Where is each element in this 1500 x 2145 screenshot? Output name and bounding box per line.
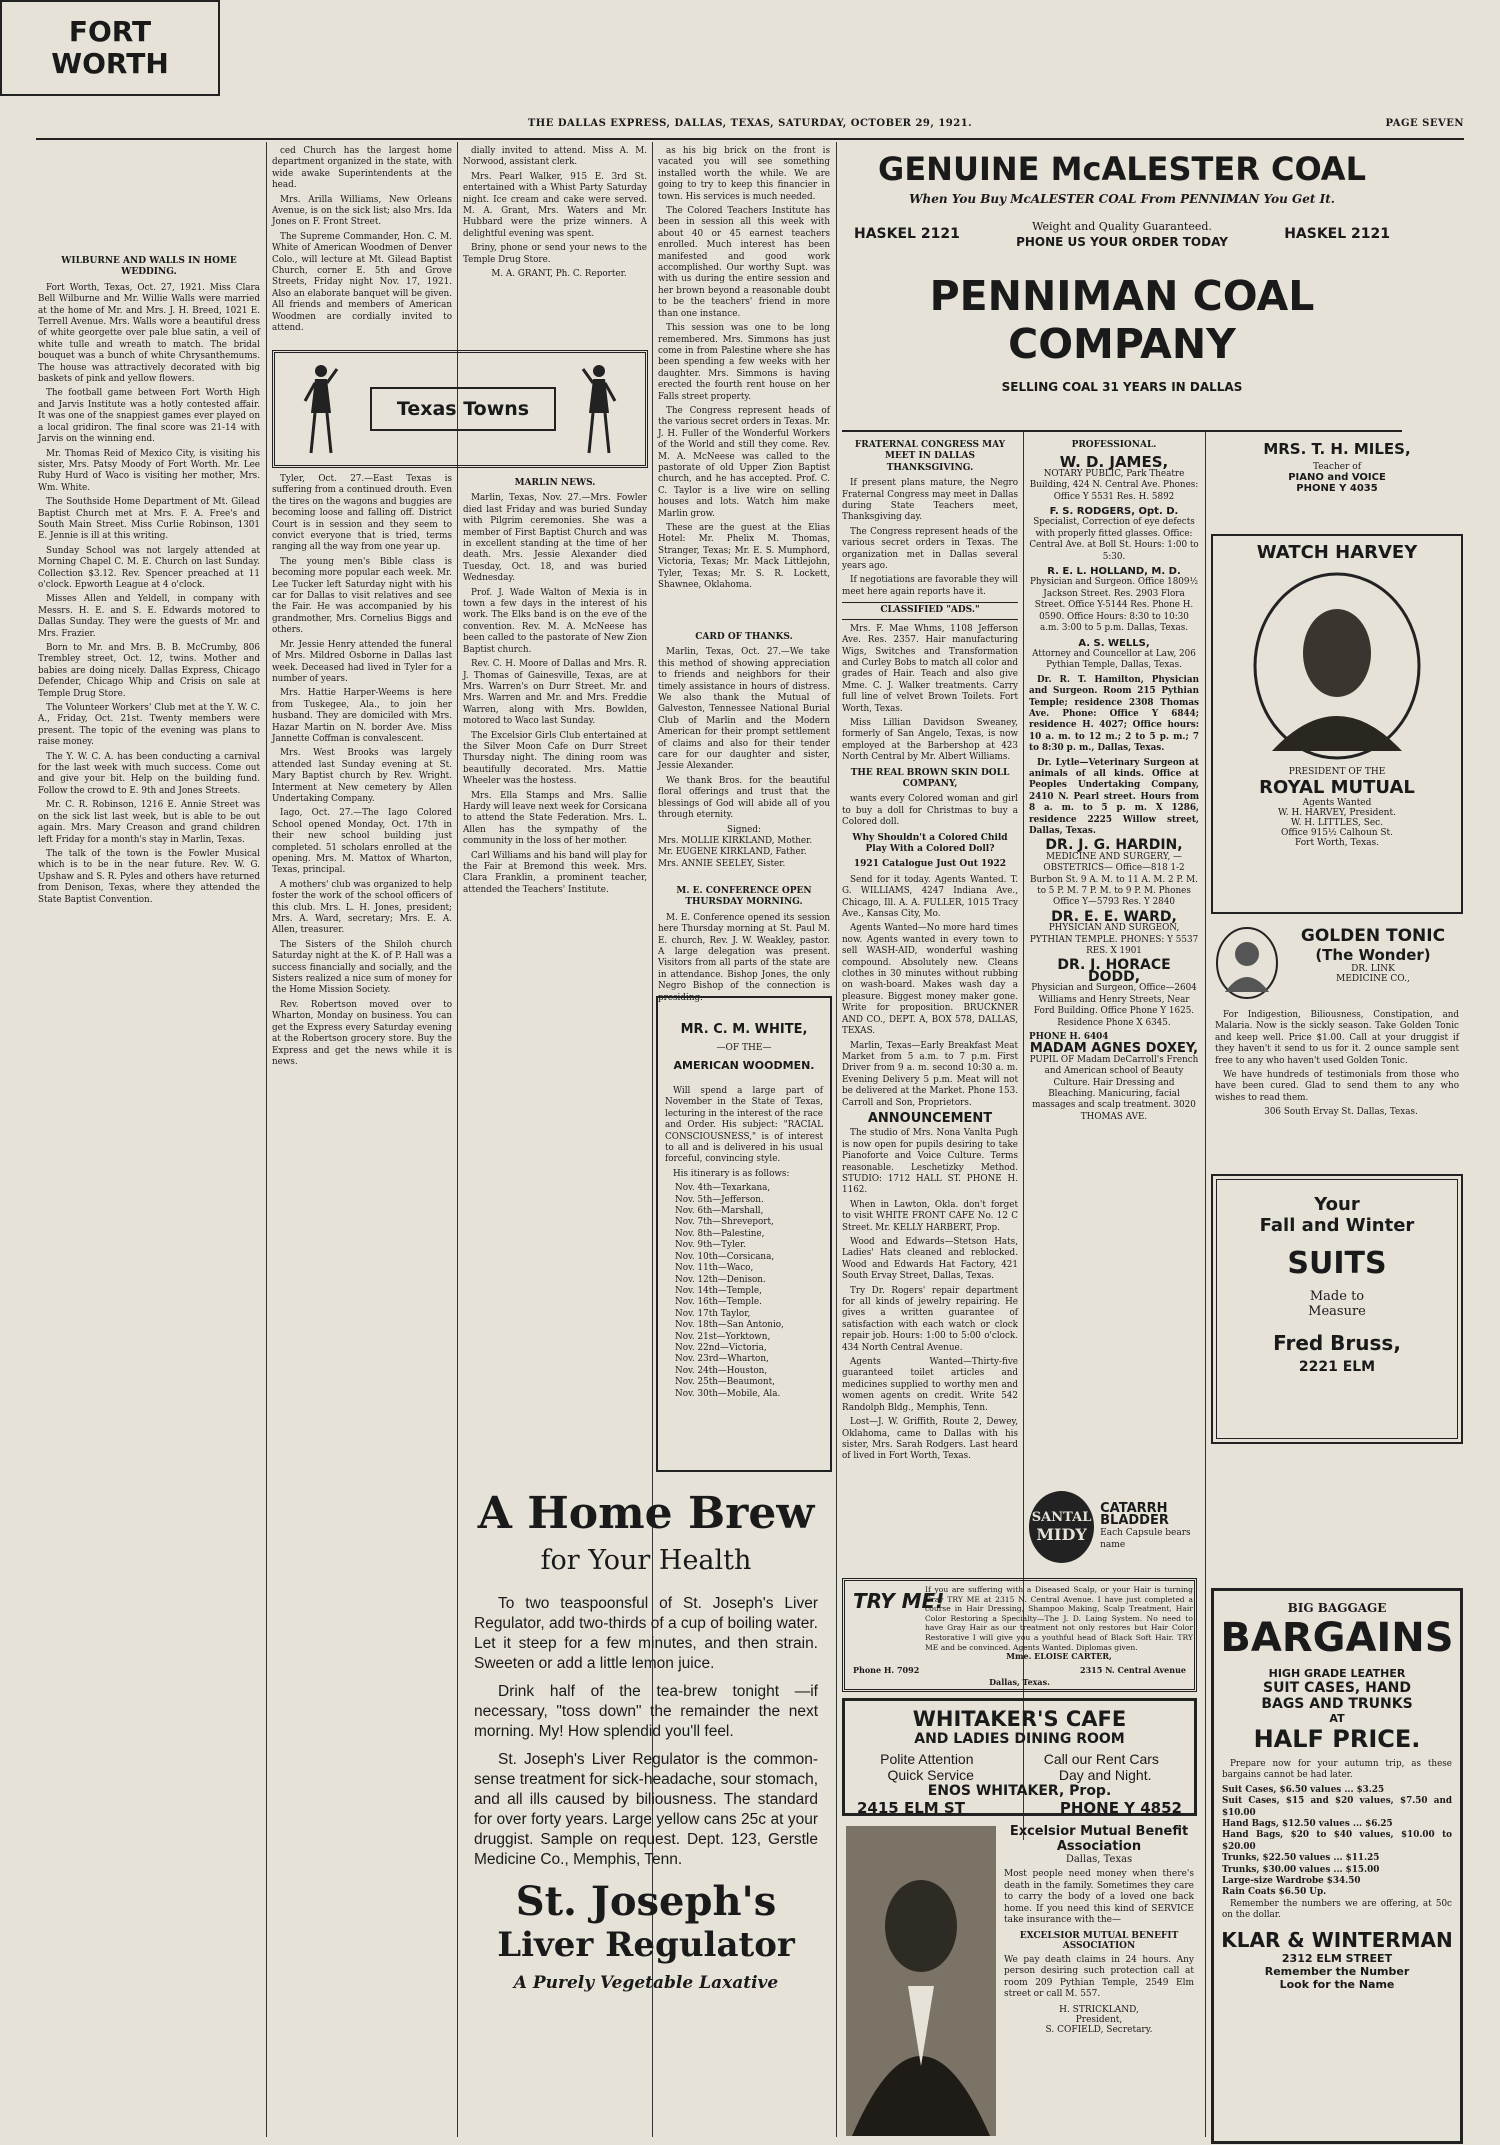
miles-ad <box>1211 436 1463 528</box>
ad-brand: St. Joseph's <box>515 1878 777 1925</box>
price-item: Hand Bags, $12.50 values ... $6.25 <box>1222 1819 1393 1830</box>
professional-name: MADAM AGNES DOXEY, <box>1029 1041 1199 1057</box>
column-divider <box>266 142 267 2137</box>
signer: Mrs. ANNIE SEELEY, Sister. <box>658 858 786 869</box>
paragraph: Briny, phone or send your news to the Temple Drug Store. <box>463 243 647 265</box>
price-item: Suit Cases, $15 and $20 values, $7.50 and $10.00 <box>1222 1796 1452 1818</box>
ad-line: Measure <box>1308 1304 1366 1319</box>
professional-column <box>1029 436 1199 1476</box>
ad-line: HIGH GRADE LEATHER <box>1268 1667 1406 1680</box>
ad-body <box>460 1576 832 1870</box>
professional-card: Attorney and Councellor at Law, 206 Pythian Temple, Dallas, Texas. <box>1032 648 1196 671</box>
headline: CARD OF THANKS. <box>695 632 793 642</box>
signer: Mr. EUGENE KIRKLAND, Father. <box>658 847 807 858</box>
penniman-coal-ad <box>842 142 1402 427</box>
paragraph: To two teaspoonsful of St. Joseph's Liver Regulator, add two-thirds of a cup of boiling water. Let it steep for a few minutes, and then strain. Sweeten or add a little lemon juice. <box>474 1595 818 1672</box>
texas-towns-title: Texas Towns <box>370 387 556 431</box>
conference-article <box>658 882 830 1003</box>
price-item: Hand Bags, $20 to $40 values, $10.00 to $20.00 <box>1222 1830 1452 1852</box>
paragraph: The football game between Fort Worth High and Jarvis Institute was a hotly contested affair. It was one of the snappiest games ever played on a local gridiron. The final score was 21-14 with Jarvis on the winning end. <box>38 388 260 445</box>
ad-line: Office 915½ Calhoun St. <box>1280 828 1394 838</box>
header-line: FORT <box>68 15 152 48</box>
paragraph: Rev. C. H. Moore of Dallas and Mrs. R. J. Thomas of Gainesville, Texas, are at Mrs. Warren's on Durr Street. Mr. and Mrs. Warren and Mr. and Mrs. Freddie Warren, along with Mrs. Bowlden, motored to Waco last Sunday. <box>463 659 647 727</box>
itinerary-item: Nov. 30th—Mobile, Ala. <box>675 1388 781 1399</box>
paragraph: The Congress represent heads of the various secret orders in Texas. Mr. J. H. Fuller of the Wonderful Workers of the World and still they come. Rev. M. A. McNeese was called to the pastorate of old Upper Zion Baptist church, and he has accepted. Prof. C. C. Taylor is a live wire on selling houses and lots. Watch him make Marlin grow. <box>658 405 830 519</box>
woman-portrait-icon <box>1215 926 1279 1000</box>
golden-tonic-ad <box>1211 920 1463 1170</box>
baggage-bargains-ad <box>1211 1588 1463 2144</box>
itinerary-item: Nov. 21st—Yorktown, <box>675 1331 771 1342</box>
phone-number: Phone H. 7092 <box>853 1665 920 1675</box>
company-name: EXCELSIOR MUTUAL BENEFIT ASSOCIATION <box>1019 1930 1179 1951</box>
harvey-ad <box>1211 534 1463 914</box>
ad-logo: TRY ME! <box>853 1589 945 1613</box>
price-item: Large-size Wardrobe $34.50 <box>1222 1876 1361 1887</box>
bruss-suits-ad <box>1211 1174 1463 1444</box>
price-list <box>1222 1785 1452 1899</box>
st-joseph-ad <box>460 1480 832 2092</box>
ad-headline: MRS. T. H. MILES, <box>1263 440 1411 458</box>
paragraph: We have hundreds of testimonials from those who have been cured. Glad to send them to any who wishes to read them. <box>1215 1070 1459 1103</box>
dancer-figure-icon <box>579 361 619 457</box>
excelsior-mutual-ad <box>842 1822 1197 2140</box>
itinerary-item: Nov. 8th—Palestine, <box>675 1228 765 1239</box>
professional-card: NOTARY PUBLIC, Park Theatre Building, 424 N. Central Ave. Phones: Office Y 5531 Res. H. 5892 <box>1029 468 1199 502</box>
paragraph: The Colored Teachers Institute has been in session all this week with about 40 or 45 earnest teachers enrolled. Much interest has been manifested and good work accomplished. Our worthy Supt. was with us during the entire session and her brown beyond a reasonable doubt to be the teachers' friend in more than one instance. <box>658 206 830 319</box>
paragraph: Most people need money when there's death in the family. Sometimes they care to carry the body of a loved one back home. If you need this kind of SERVICE take insurance with the— <box>1004 1869 1194 1925</box>
signer: Mrs. MOLLIE KIRKLAND, Mother. <box>658 835 813 846</box>
signer: S. COFIELD, Secretary. <box>1045 2024 1153 2035</box>
box-title: MR. C. M. WHITE, <box>680 1022 808 1037</box>
ad-line: PIANO and VOICE <box>1288 472 1386 483</box>
paragraph: Mr. Jessie Henry attended the funeral of Mrs. Mildred Osborne in Dallas last week. Deceased had lived in Tyler for a number of years. <box>272 639 452 684</box>
classified-ad: Wood and Edwards—Stetson Hats, Ladies' Hats cleaned and reblocked. Wood and Edwards Hat Factory, 421 South Ervay Street, Dallas, Texas. <box>842 1237 1018 1282</box>
itinerary-item: Nov. 10th—Corsicana, <box>675 1251 775 1262</box>
itinerary-item: Nov. 16th—Temple. <box>675 1297 762 1308</box>
ad-headline: WHITAKER'S CAFE <box>912 1707 1127 1731</box>
ad-address: 2221 ELM <box>1298 1359 1376 1375</box>
classified-heading: Why Shouldn't a Colored Child Play With a Colored Doll? <box>852 832 1008 854</box>
paragraph: Misses Allen and Yeldell, in company with Messrs. H. E. and S. E. Edwards motored to Dallas Sunday. They were the guests of Mr. and Mrs. Frazier. <box>38 594 260 639</box>
itinerary-item: Nov. 11th—Waco, <box>675 1263 754 1274</box>
paragraph: Will spend a large part of November in the State of Texas, lecturing in the interest of the race and Order. His subject: "RACIAL CONSCIOUSNESS," is of interest to all and is delivered in his usual forceful, convincing style. <box>665 1086 823 1165</box>
paragraph: If present plans mature, the Negro Fraternal Congress may meet in Dallas during State Teachers meet, Thanksgiving day. <box>842 478 1018 523</box>
itinerary-item: Nov. 22nd—Victoria, <box>675 1342 767 1353</box>
paragraph: Fort Worth, Texas, Oct. 27, 1921. Miss Clara Bell Wilburne and Mr. Willie Walls were married at the home of Mr. and Mrs. J. H. Breed, 1021 E. Terrell Avenue. Mrs. Walls wore a beautiful dress of white georgette over pale blue satin, a veil of white tulle and wreath to match. The bridal bouquet was a bunch of white Chrysanthemums. The house was attractively decorated with big baskets of pink and yellow flowers. <box>38 282 260 385</box>
price-item: Rain Coats $6.50 Up. <box>1222 1887 1327 1898</box>
ad-subheadline: When You Buy McALESTER COAL From PENNIMAN You Get It. <box>909 192 1335 206</box>
ad-phone-row <box>842 220 1402 264</box>
paragraph: These are the guest at the Elias Hotel: Mr. Phelix M. Thomas, Stranger, Texas; Mr. E. S. Mumphord, Victoria, Texas; Mr. Mack Littlejohn, Tyler, Texas; Mr. S. R. Lockett, Shawnee, Oklahoma. <box>658 523 830 591</box>
masthead-rule <box>36 138 1464 140</box>
itinerary-item: Nov. 6th—Marshall, <box>675 1206 764 1217</box>
ad-name: Fred Bruss, <box>1273 1331 1401 1355</box>
professional-card: Physician and Surgeon, Office—2604 Williams and Henry Streets, Near Ford Building. Office Phone Y 1625. Residence Phone X 6345. <box>1031 983 1197 1028</box>
fort-worth-column <box>38 252 260 2137</box>
classified-ad: When in Lawton, Okla. don't forget to visit WHITE FRONT CAFE No. 12 C Street. Mr. KELLY HARBERT, Prop. <box>842 1199 1018 1233</box>
signed-label: Signed: <box>727 824 761 835</box>
ad-headline: HALF PRICE. <box>1253 1725 1421 1753</box>
ad-note: Each Capsule bears name <box>1100 1528 1191 1550</box>
paragraph: We thank Bros. for the beautiful floral offerings and trust that the blessings of God will abide all of you through eternity. <box>658 775 830 821</box>
professional-card: Dr. Lytle—Veterinary Surgeon at animals of all kinds. Office at Peoples Undertaking Company, 2410 N. Pearl street. Hours from 8 a. m. to 5 p. m. X 1286, residence 2225 Willow street, Dallas, Texas. <box>1029 757 1199 836</box>
ad-word: BLADDER <box>1100 1513 1169 1528</box>
itinerary-item: Nov. 17th Taylor, <box>675 1308 751 1319</box>
signer: H. STRICKLAND, <box>1059 2004 1139 2015</box>
itinerary-item: Nov. 5th—Jefferson. <box>675 1194 764 1205</box>
professional-card: Physician and Surgeon. Office 1809½ Jackson Street. Res. 2903 Flora Street. Office Y-5144 Res. Phone H. 0590. Office Hours: 8:30 to 10:30 a.m. 3:00 to 5 p.m. Dallas, Texas. <box>1029 577 1199 634</box>
address: 2415 ELM ST <box>857 1799 965 1817</box>
ad-line: PRESIDENT OF THE <box>1288 767 1386 777</box>
dancer-figure-icon <box>301 361 341 457</box>
ad-headline: WATCH HARVEY <box>1256 542 1418 563</box>
tyler-iago-column <box>272 474 452 2137</box>
address: 2312 ELM STREET <box>1281 1951 1393 1965</box>
classified-ad: Try Dr. Rogers' repair department for all kinds of jewelry repairing. He gives a written guarantee of satisfaction with each watch or clock repair job. Hours: 1:00 to 5:00 o'clock. 434 North Central Avenue. <box>842 1285 1018 1353</box>
ad-headline: BARGAINS <box>1220 1615 1454 1661</box>
paragraph: If negotiations are favorable they will meet here again reports have it. <box>842 575 1018 597</box>
itinerary-item: Nov. 12th—Denison. <box>675 1274 766 1285</box>
paragraph: The Southside Home Department of Mt. Gilead Baptist Church met at Mrs. F. A. Free's and South Main Street. Miss Curlie Robinson, 1301 E. Jennie is ill at this writing. <box>38 497 260 542</box>
capsule-logo <box>1029 1491 1094 1563</box>
section-rule <box>842 430 1402 432</box>
city: Dallas, Texas. <box>989 1677 1050 1687</box>
ad-line: DR. LINK <box>1351 964 1395 974</box>
signature: M. A. GRANT, Ph. C. Reporter. <box>491 269 627 280</box>
paragraph: as his big brick on the front is vacated you will see something installed worth the while. We are going to try to keep this financier in town. His services is much needed. <box>658 146 830 202</box>
paragraph: Mr. Thomas Reid of Mexico City, is visiting his sister, Mrs. Patsy Moody of Fort Worth. Mr. Lee Ruby Hurd of Waco is visiting her mother, Mrs. Wm. White. <box>38 448 260 493</box>
col2-top <box>272 146 452 346</box>
ad-line: Quick Service <box>887 1767 974 1783</box>
paragraph: Prepare now for your autumn trip, as these bargains cannot be had later. <box>1222 1759 1452 1781</box>
ad-note: PHONE US YOUR ORDER TODAY <box>1016 235 1228 249</box>
paragraph: M. E. Conference opened its session here Thursday morning at St. Paul M. E. church, Rev. J. W. Weakley, pastor. A large delegation was present. Visitors from all parts of the state are in attendance. Bishop Jones, the only Negro Bishop of the connection is presiding. <box>658 912 830 1003</box>
headline: FRATERNAL CONGRESS MAY MEET IN DALLAS THANKSGIVING. <box>854 440 1006 473</box>
ad-line: Your <box>1314 1194 1360 1215</box>
portrait-image <box>846 1826 996 2136</box>
paragraph: Sunday School was not largely attended at Morning Chapel C. M. E. Church on last Sunday. Collection $3.12. Rev. Spencer preached at 11 o'clock. Epworth League at 4 o'clock. <box>38 545 260 590</box>
white-lecture-box <box>656 996 832 1472</box>
ad-body <box>1100 1503 1199 1551</box>
ad-line: W. H. HARVEY, President. <box>1278 808 1396 818</box>
paragraph: Mrs. Hattie Harper-Weems is here from Tuskegee, Ala., to join her husband. They are domiciled with Mrs. Hazar Martin on N. border Ave. Miss Jannette Coffman is convalescent. <box>272 688 452 744</box>
paragraph: ced Church has the largest home department organized in the state, with wide awake Superintendents at the head. <box>272 146 452 191</box>
ad-headline: Excelsior Mutual Benefit <box>1009 1824 1189 1839</box>
ad-word: CATARRH <box>1100 1501 1168 1516</box>
box-title: AMERICAN WOODMEN. <box>673 1059 815 1072</box>
ad-line: SUIT CASES, HAND <box>1262 1680 1411 1696</box>
address: 2315 N. Central Avenue <box>1080 1665 1186 1675</box>
classified-heading: THE REAL BROWN SKIN DOLL COMPANY, <box>850 767 1010 789</box>
ad-line: Remember the Number <box>1264 1964 1410 1978</box>
masthead <box>36 118 1464 136</box>
paragraph: Marlin, Texas, Oct. 27.—We take this method of showing appreciation to friends and neighbors for their timely assistance in hours of distress. We also thank the Mutual of Galveston, Tennessee National Burial Club of Marlin and the Modern American for their prompt settlement of claims and also for their tender care for our daughter and sister, Jessie Alexander. <box>658 647 830 772</box>
professional-card: PHYSICIAN AND SURGEON, PYTHIAN TEMPLE. PHONES: Y 5537 RES. X 1901 <box>1029 923 1199 957</box>
classified-ad: Marlin, Texas—Early Breakfast Meat Market from 5 a.m. to 7 p.m. First Driver from 9 a. m. second 10:30 a. m. Evening Delivery 5 p.m. Meat will not be delivered at the Market. Phone 153. Carroll and Son, Proprietors. <box>842 1040 1018 1108</box>
classified-ad: wants every Colored woman and girl to buy a doll for Christmas to buy a Colored doll. <box>842 794 1018 828</box>
paragraph: The Excelsior Girls Club entertained at the Silver Moon Cafe on Durr Street Thursday night. The dining room was beautifully decorated. Mrs. Mattie Wheeler was the hostess. <box>463 730 647 787</box>
paragraph: Mrs. West Brooks was largely attended last Sunday evening at St. Mary Baptist church by Rev. Wright. Interment at New cemetery by Allen Undertaking Company. <box>272 748 452 804</box>
ad-line: BAGS AND TRUNKS <box>1261 1696 1413 1712</box>
professional-card: Dr. R. T. Hamilton, Physician and Surgeon. Room 215 Pythian Temple; residence 2308 Thomas Ave. Phone: Office Y 6844; residence H. 4027; Office hours: 10 a. m. to 12 m.; 2 to 5 p. m.; 7 to 8:30 p. m., Dallas, Texas. <box>1029 674 1199 754</box>
professional-name: A. S. WELLS, <box>1078 637 1150 649</box>
professional-name: F. S. RODGERS, Opt. D. <box>1049 506 1179 518</box>
ad-line: Look for the Name <box>1279 1977 1395 1991</box>
col3-top <box>463 146 647 346</box>
ad-subheadline: AND LADIES DINING ROOM <box>914 1731 1125 1747</box>
paragraph: Remember the numbers we are offering, at 50c on the dollar. <box>1222 1898 1452 1921</box>
phone-number: HASKEL 2121 <box>1284 226 1390 242</box>
professional-name: DR. J. HORACE DODD, <box>1057 957 1171 985</box>
ad-line: AT <box>1329 1712 1345 1725</box>
section-title: CLASSIFIED "ADS." <box>842 602 1018 619</box>
paragraph: Mrs. Pearl Walker, 915 E. 3rd St. entertained with a Whist Party Saturday night. Ice cream and cake were served. M. A. Grant, Mrs. Waters and Mr. Hubbard were the prize winners. A delightful evening was spent. <box>463 171 647 239</box>
price-item: Suit Cases, $6.50 values ... $3.25 <box>1222 1784 1385 1795</box>
ad-tagline: A Purely Vegetable Laxative <box>513 1973 779 1993</box>
ad-line: PHONE Y 4035 <box>1296 483 1378 494</box>
section-title: PROFESSIONAL. <box>1071 440 1157 450</box>
portrait-image <box>1252 571 1422 761</box>
classified-ad: Miss Lillian Davidson Sweaney, formerly of San Angelo, Texas, is now employed at the Barbershop at 423 North Central by Mr. Albert Williams. <box>842 717 1018 763</box>
column-divider <box>836 142 837 2137</box>
ad-line: Call our Rent Cars <box>1043 1751 1159 1767</box>
professional-card: PUPIL OF Madam DeCarroll's French and American school of Beauty Culture. Hair Dressing and Bleaching. Manicuring, facial massages and scalp treatment. 3020 THOMAS AVE. <box>1029 1054 1199 1122</box>
tonic-header <box>1285 926 1461 984</box>
classified-ad: Agents Wanted—No more hard times now. Agents wanted in every town to sell WASH-AID, wonderful washing compound. Absolutely new. Cleans clothes in 30 minutes without rubbing on wash-board. Makes wash day a pleasure. Biggest money maker gone. Write for proposition. BRUCKNER AND CO., DEPT. A, BOX 578, DALLAS, TEXAS. <box>842 923 1018 1037</box>
white-lecture-text <box>665 1086 823 1400</box>
paragraph: The talk of the town is the Fowler Musical which is to be in the near future. Rev. W. G. Upshaw and S. R. Pyles and others have returned from Denison, Texas, where they attended the State Baptist Convention. <box>38 848 260 905</box>
texas-towns-banner <box>272 350 648 468</box>
baggage-body <box>1214 1759 1460 1922</box>
ad-line: Fall and Winter <box>1259 1215 1415 1236</box>
excelsior-text <box>1004 1824 1194 2035</box>
phone-number: PHONE Y 4852 <box>1059 1799 1182 1817</box>
paragraph: We pay death claims in 24 hours. Any person desiring such protection call at room 209 Pythian Temple, 2549 Elm street or call M. 557. <box>1004 1954 1194 1999</box>
ad-line: Polite Attention <box>880 1751 974 1767</box>
professional-name: DR. J. G. HARDIN, <box>1045 837 1183 854</box>
ad-line: Teacher of <box>1312 462 1362 472</box>
ad-owner: ENOS WHITAKER, Prop. <box>927 1783 1112 1799</box>
paragraph: Marlin, Texas, Nov. 27.—Mrs. Fowler died last Friday and was buried Sunday with Pilgrim ceremonies. She was a member of First Baptist Church and was in excellent standing at the time of her death. Mrs. Jessie Alexander died Tuesday, Oct. 18, and was buried Wednesday. <box>463 493 647 584</box>
classified-ad: Send for it today. Agents Wanted. T. G. WILLIAMS, 4247 Indiana Ave., Chicago, Ill. A. A. FULLER, 1015 Tracy Ave., Kansas City, Mo. <box>842 874 1018 920</box>
try-me-ad <box>842 1578 1197 1692</box>
card-of-thanks <box>658 628 830 878</box>
itinerary-item: Nov. 14th—Temple, <box>675 1285 762 1296</box>
ad-row <box>845 1799 1194 1817</box>
professional-name: W. D. JAMES, <box>1059 453 1169 472</box>
ad-owner: Mme. ELOISE CARTER, <box>1006 1651 1112 1661</box>
ad-line: MEDICINE CO., <box>1336 974 1410 984</box>
ad-headline: ROYAL MUTUAL <box>1259 777 1415 798</box>
paragraph: Mr. C. R. Robinson, 1216 E. Annie Street was on the sick list last week, but is able to be out again. Mrs. Mary Creason and grand children left Friday for a month's stay in Marlin, Texas. <box>38 800 260 845</box>
itinerary-item: Nov. 4th—Texarkana, <box>675 1183 771 1194</box>
fort-worth-header <box>0 0 220 96</box>
paragraph: The Congress represent heads of the various secret orders in Texas. The organization met in Dallas several years ago. <box>842 526 1018 572</box>
paragraph: Iago, Oct. 27.—The Iago Colored School opened Monday, Oct. 17th in their new school building just completed. 51 scholars enrolled at the opening. Mrs. M. Mattox of Wharton, Texas, principal. <box>272 808 452 876</box>
classified-ad: Lost—J. W. Griffith, Route 2, Dewey, Oklahoma, came to Dallas with his sister, Mrs. Sarah Rodgers. Last heard of lived in Fort Worth, Texas. <box>842 1417 1018 1462</box>
ad-headline: Association <box>1056 1839 1142 1854</box>
column-divider <box>1205 430 1206 2137</box>
itinerary-item: Nov. 7th—Shreveport, <box>675 1217 774 1228</box>
professional-name: R. E. L. HOLLAND, M. D. <box>1047 566 1181 578</box>
ad-brand: Liver Regulator <box>497 1925 795 1965</box>
ad-line: Day and Night. <box>1058 1767 1152 1783</box>
santal-midy-ad <box>1029 1482 1199 1572</box>
classified-heading: ANNOUNCEMENT <box>867 1110 993 1126</box>
masthead-date: THE DALLAS EXPRESS, DALLAS, TEXAS, SATURDAY, OCTOBER 29, 1921. <box>527 118 973 129</box>
ad-subheadline: for Your Health <box>540 1545 752 1576</box>
classified-column <box>842 436 1018 1476</box>
ad-headline: GENUINE McALESTER COAL <box>878 150 1366 188</box>
phone-number: PHONE H. 6404 <box>1029 1031 1109 1042</box>
page-number: PAGE SEVEN <box>1385 118 1464 129</box>
price-item: Trunks, $22.50 values ... $11.25 <box>1222 1853 1380 1864</box>
company-name: KLAR & WINTERMAN <box>1221 1927 1453 1952</box>
paragraph: The Volunteer Workers' Club met at the Y. W. C. A., Friday, Oct. 21st. Twenty members were present. The topic of the evening was plans to raise money. <box>38 703 260 748</box>
marlin-column <box>463 474 647 1474</box>
paragraph: Mrs. Arilla Williams, New Orleans Avenue, is on the sick list; also Mrs. Ida Jones on F. Front Street. <box>272 194 452 228</box>
itinerary-item: Nov. 25th—Beaumont, <box>675 1377 775 1388</box>
ad-line: Fort Worth, Texas. <box>1295 838 1379 848</box>
paragraph: This session was one to be long remembered. Mrs. Simmons has just come in from Palestine where she has been spending a few weeks with her daughter. Mrs. Simmons is having erected the fourth rent house on her Falls street property. <box>658 323 830 402</box>
tonic-body <box>1215 1010 1459 1170</box>
ad-body: If you are suffering with a Diseased Scalp, or your Hair is turning Gray TRY ME at 2315 N. Central Avenue. I have just completed a course in Hair Dressing, Shampoo Making, Scalp Treatment, Hair Color Restoring a Specialty—The J. D. Laing System. No need to have Gray Hair as our treatment not only restores but Hair Color Restorative I will give you a youthful head of Black Soft Hair. TRY ME and be convinced. Agents Wanted. Diplomas given. <box>925 1585 1193 1652</box>
phone-number: HASKEL 2121 <box>854 226 960 242</box>
classified-ad: The studio of Mrs. Nona Vanlta Pugh is now open for pupils desiring to take Pianoforte and Voice Culture. Terms reasonable. Leschetizky Method. STUDIO: 1712 HALL ST. PHONE H. 1162. <box>842 1128 1018 1196</box>
city: Dallas, Texas <box>1065 1854 1133 1865</box>
col4-top <box>658 146 830 591</box>
paragraph: The Y. W. C. A. has been conducting a carnival for the last week with much success. Come out and give your bit. Help on the building fund. Follow the crowd to E. 9th and Jones Streets. <box>38 751 260 796</box>
ad-headline: A Home Brew <box>477 1488 815 1539</box>
ad-headline: SUITS <box>1287 1246 1387 1281</box>
paragraph: Rev. Robertson moved over to Wharton, Monday on business. You can get the Express every Saturday evening at the Robertson grocery store. Buy the Express and get the news while it is news. <box>272 999 452 1067</box>
paragraph: His itinerary is as follows: <box>673 1168 790 1179</box>
professional-card: Specialist, Correction of eye defects with properly fitted glasses. Office: Central Ave. at Boll St. Hours: 1:00 to 5:30. <box>1029 517 1199 562</box>
paragraph: For Indigestion, Biliousness, Constipation, and Malaria. Now is the sickly season. Take Golden Tonic and keep well. Price $1.00. Call at your druggist if they haven't it send to us for it. 2 ounce sample sent free to any who haven't used Golden Tonic. <box>1215 1010 1459 1066</box>
classified-heading: 1921 Catalogue Just Out 1922 <box>853 859 1007 870</box>
paragraph: dially invited to attend. Miss A. M. Norwood, assistant clerk. <box>463 146 647 168</box>
address: 306 South Ervay St. Dallas, Texas. <box>1264 1107 1418 1118</box>
ad-headline: (The Wonder) <box>1315 946 1431 964</box>
classified-ad: Agents Wanted—Thirty-five guaranteed toilet articles and medicines supplied to worthy men and women agents on credit. Write 542 Randolph Bldg., Memphis, Tenn. <box>842 1357 1018 1413</box>
ad-headline: GOLDEN TONIC <box>1300 926 1446 946</box>
ad-row <box>845 1767 1194 1783</box>
ad-line: BIG BAGGAGE <box>1287 1601 1387 1615</box>
paragraph: St. Joseph's Liver Regulator is the common-sense treatment for sick-headache, sour stomach, and all ills caused by biliousness. The standard for over forty years. Large yellow cans 25c at your druggist. Sample on request. Dept. 123, Gerstle Medicine Co., Memphis, Tenn. <box>474 1751 818 1868</box>
paragraph: The young men's Bible class is becoming more popular each week. Mr. Lee Tucker left Saturday night with his car for Dallas to visit relatives and see the Fair. He was accompanied by his grandmother, Mrs. Cornelius Biggs and others. <box>272 556 452 636</box>
ad-line: Made to <box>1309 1289 1365 1304</box>
ad-row <box>845 1751 1194 1767</box>
paragraph: The Sisters of the Shiloh church Saturday night at the K. of P. Hall was a success financially and socially, and the Sisters realized a nice sum of money for the Home Mission Society. <box>272 939 452 996</box>
ad-line: W. H. LITTLES, Sec. <box>1290 818 1384 828</box>
paragraph: Drink half of the tea-brew tonight —if necessary, "toss down" the remainder the next morning. My! How splendid you'll feel. <box>474 1683 818 1740</box>
itinerary-item: Nov. 9th—Tyler. <box>675 1240 746 1251</box>
price-item: Trunks, $30.00 values ... $15.00 <box>1222 1864 1380 1875</box>
professional-card: MEDICINE AND SURGERY, —OBSTETRICS— Office—818 1-2 Burbon St. 9 A. M. to 11 A. M. 2 P. M. to 5 P. M. 7 P. M. to 9 P. M. Phones Office Y—5793 Res. Y 2840 <box>1030 851 1198 908</box>
itinerary-item: Nov. 18th—San Antonio, <box>675 1320 784 1331</box>
classified-ad: Mrs. F. Mae Whms, 1108 Jefferson Ave. Res. 2357. Hair manufacturing Wigs, Switches and Transformation and Curley Bobs to match all color and grades of Hair. Teach and also give Mme. C. J. Walker treatments. Carry full line of velvet Brown Toilets. Fort Worth, Texas. <box>842 623 1018 714</box>
brand-word: MIDY <box>1036 1525 1087 1544</box>
headline: M. E. CONFERENCE OPEN THURSDAY MORNING. <box>676 886 812 908</box>
headline: MARLIN NEWS. <box>514 478 596 488</box>
box-subtitle: —OF THE— <box>716 1043 772 1053</box>
ad-line: Agents Wanted <box>1302 798 1372 808</box>
signer: President, <box>1075 2014 1123 2025</box>
headline: WILBURNE AND WALLS IN HOME WEDDING. <box>61 256 237 278</box>
paragraph: Born to Mr. and Mrs. B. B. McCrumby, 806 Trembley street, Oct. 12, twins. Mother and babies are doing nicely. Dallas Express, Chicago Defender, Chicago Whip and Crisis on sale at Temple Drug Store. <box>38 643 260 699</box>
itinerary-item: Nov. 24th—Houston, <box>675 1365 768 1376</box>
itinerary-list <box>665 1183 823 1400</box>
ad-tagline: SELLING COAL 31 YEARS IN DALLAS <box>1001 380 1243 394</box>
itinerary-item: Nov. 23rd—Wharton, <box>675 1354 769 1365</box>
paragraph: Carl Williams and his band will play for the Fair at Bremond this week. Mrs. Clara Franklin, a prominent teacher, attended the Teachers' Institute. <box>463 850 647 895</box>
company-name: PENNIMAN COAL COMPANY <box>929 272 1315 368</box>
professional-name: DR. E. E. WARD, <box>1051 908 1177 925</box>
ad-note: Weight and Quality Guaranteed. <box>1032 220 1212 233</box>
header-line: WORTH <box>51 47 169 80</box>
brand-word: SANTAL <box>1031 1510 1092 1525</box>
paragraph: A mothers' club was organized to help foster the work of the school officers of this club. Mrs. L. H. Jones, president; Mrs. A. Ward, secretary; Mrs. E. A. Allen, treasurer. <box>272 879 452 936</box>
paragraph: Mrs. Ella Stamps and Mrs. Sallie Hardy will leave next week for Corsicana to attend the State Federation. Mrs. L. Allen has the sympathy of the community in the loss of her mother. <box>463 790 647 847</box>
whitaker-cafe-ad <box>842 1698 1197 1816</box>
paragraph: Prof. J. Wade Walton of Mexia is in town a few days in the interest of his work. The Elks band is on the eve of the convention. Rev. M. A. McNeese has been called to the pastorate of New Zion Baptist church. <box>463 587 647 655</box>
paragraph: The Supreme Commander, Hon. C. M. White of American Woodmen of Denver Colo., will lecture at Mt. Gilead Baptist Church, corner E. 5th and Grove Streets, Friday night Nov. 17, 1921. Also an elaborate banquet will be given. All friends and members of American Woodmen are cordially invited to attend. <box>272 231 452 334</box>
paragraph: Tyler, Oct. 27.—East Texas is suffering from a continued drouth. Even the tires on the wagons and buggies are becoming loose and falling off. District Court is in session and they seem to convict everyone that is tried, terms ranging all the way from one year up. <box>272 474 452 553</box>
